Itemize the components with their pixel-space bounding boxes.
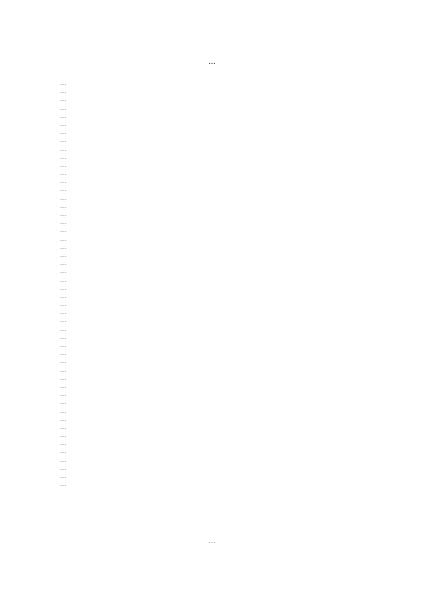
- text-line: …: [60, 342, 67, 349]
- text-line: …: [60, 432, 67, 440]
- text-lines: [60, 80, 360, 489]
- text-line: …: [60, 235, 67, 243]
- text-line: …: [60, 96, 67, 104]
- text-line: …: [60, 104, 67, 112]
- text-line: …: [60, 219, 67, 227]
- text-line: …: [60, 153, 67, 161]
- text-line: …: [60, 137, 67, 145]
- text-line: …: [60, 399, 67, 407]
- text-line: …: [60, 292, 67, 300]
- text-line: …: [60, 473, 67, 480]
- text-line: …: [60, 211, 67, 218]
- text-line: …: [60, 333, 67, 341]
- text-line: …: [60, 350, 67, 358]
- text-line: …: [60, 358, 67, 366]
- text-line: …: [60, 481, 67, 489]
- text-line: …: [60, 464, 67, 472]
- text-line: …: [60, 415, 67, 423]
- text-line: …: [60, 382, 67, 390]
- text-line: …: [60, 440, 67, 448]
- text-line: …: [60, 161, 67, 169]
- text-line: …: [60, 243, 67, 251]
- text-line: …: [60, 391, 67, 399]
- text-line: …: [60, 112, 67, 120]
- text-line: …: [60, 374, 67, 382]
- text-line: …: [60, 284, 67, 292]
- text-line: …: [60, 407, 67, 415]
- text-line: …: [60, 145, 67, 153]
- page-title: …: [208, 58, 216, 66]
- text-line: …: [60, 194, 67, 202]
- text-line: …: [60, 276, 67, 284]
- text-line: …: [60, 366, 67, 374]
- text-line: …: [60, 202, 67, 210]
- text-line: …: [60, 88, 67, 96]
- text-line: …: [60, 178, 67, 186]
- text-line: …: [60, 317, 67, 325]
- text-line: …: [60, 268, 67, 276]
- text-line: …: [60, 129, 67, 137]
- text-line: …: [60, 260, 67, 268]
- text-line: …: [60, 170, 67, 178]
- text-line: …: [60, 309, 67, 317]
- text-line: …: [60, 301, 67, 309]
- text-line: …: [60, 227, 67, 235]
- text-line: …: [60, 423, 67, 431]
- text-line: …: [60, 456, 67, 464]
- text-line: …: [60, 325, 67, 333]
- text-line: …: [60, 251, 67, 259]
- text-line: …: [60, 120, 67, 128]
- text-line: …: [60, 448, 67, 456]
- text-line: …: [60, 80, 67, 87]
- text-line: …: [60, 186, 67, 194]
- signature-line: …: [208, 538, 216, 545]
